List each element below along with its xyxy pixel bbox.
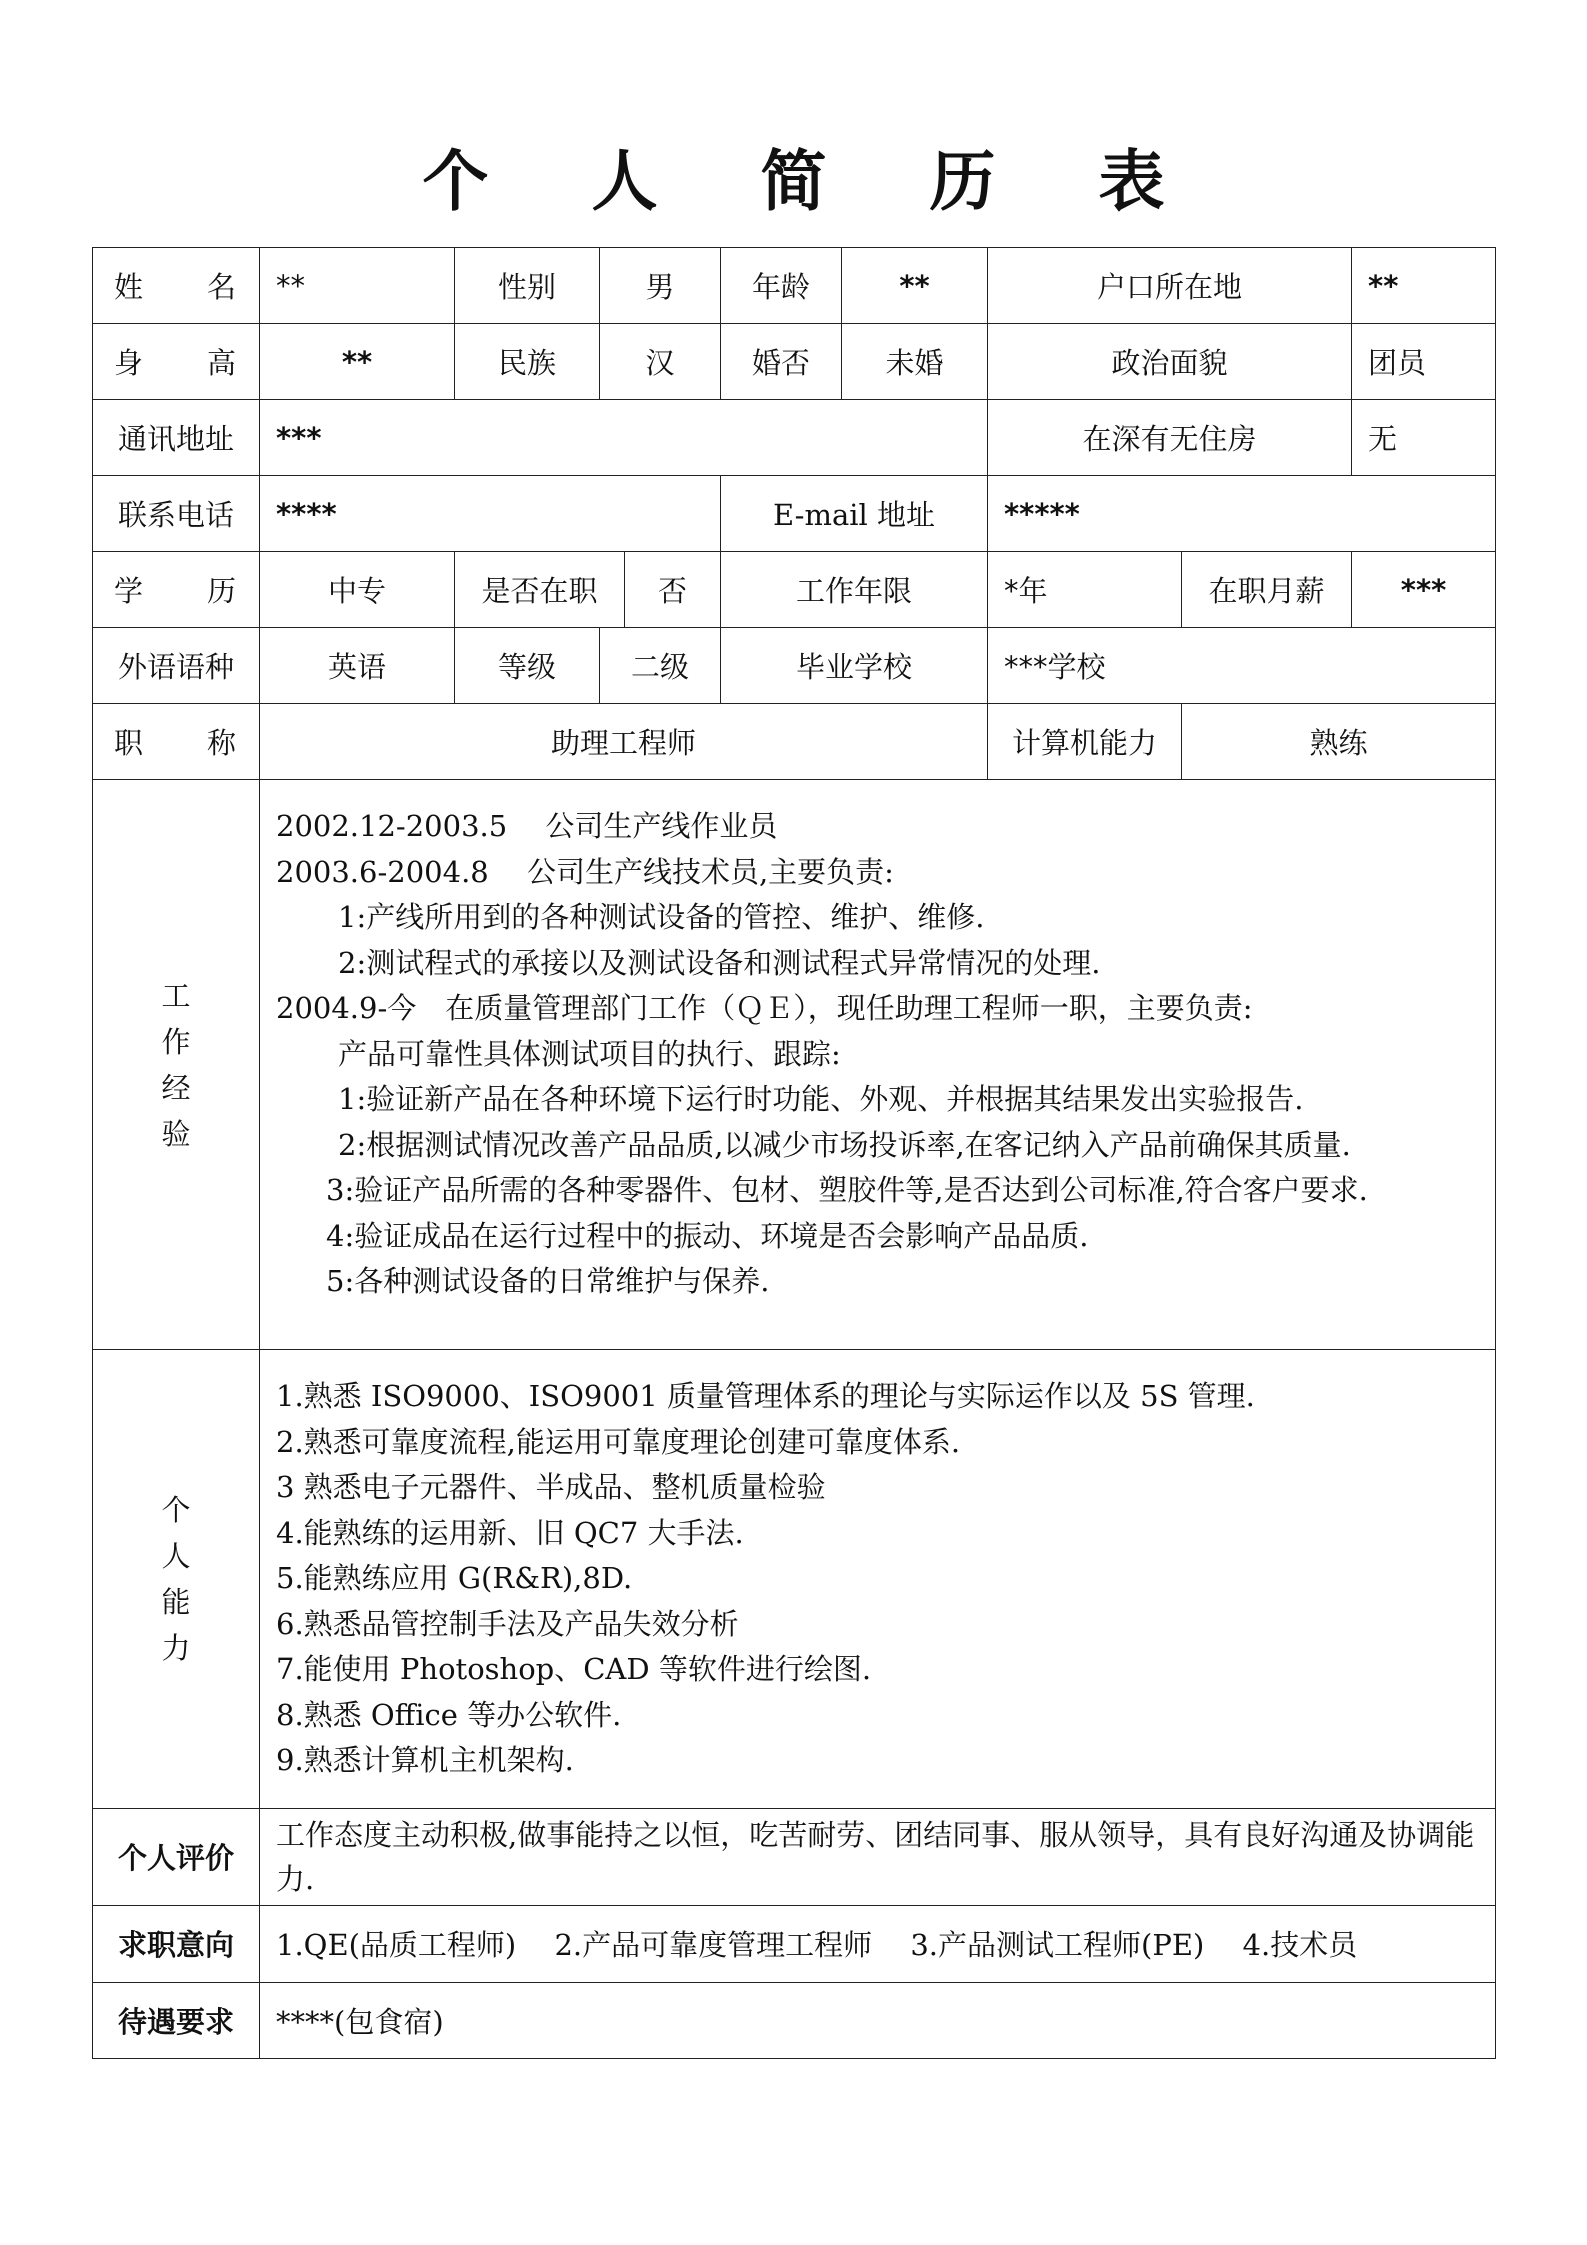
ability-line: 3 熟悉电子元器件、半成品、整机质量检验 (276, 1470, 826, 1504)
row-height (93, 324, 1496, 400)
row-jobtitle (93, 704, 1496, 780)
email-label: E-mail 地址 (721, 476, 988, 552)
ability-line: 6.熟悉品管控制手法及产品失效分析 (276, 1606, 739, 1641)
gender-value: 男 (600, 248, 721, 324)
years-value: *年 (988, 552, 1182, 628)
computer-label: 计算机能力 (988, 704, 1182, 780)
ability-line: 9.熟悉计算机主机架构. (276, 1743, 574, 1777)
ability-line: 7.能使用 Photoshop、CAD 等软件进行绘图. (276, 1652, 872, 1686)
height-value: ** (260, 324, 455, 400)
ability-line: 2.熟悉可靠度流程,能运用可靠度理论创建可靠度体系. (276, 1424, 961, 1459)
row-education (93, 552, 1496, 628)
abilities-content (260, 1350, 1496, 1809)
ability-line: 8.熟悉 Office 等办公软件. (276, 1697, 622, 1732)
row-salary-req (93, 1982, 1496, 2058)
school-label: 毕业学校 (721, 628, 988, 704)
ethnic-value: 汉 (600, 324, 721, 400)
education-label: 学 历 (93, 552, 260, 628)
salary-label: 在职月薪 (1182, 552, 1352, 628)
employed-label: 是否在职 (455, 552, 625, 628)
row-evaluation (93, 1808, 1496, 1905)
row-address (93, 400, 1496, 476)
jobtitle-label: 职 称 (93, 704, 260, 780)
evaluation-label: 个人评价 (93, 1808, 260, 1905)
language-label: 外语语种 (93, 628, 260, 704)
intent-label: 求职意向 (93, 1905, 260, 1982)
experience-line: 2003.6-2004.8 公司生产线技术员,主要负责: (276, 854, 894, 889)
age-value: ** (842, 248, 988, 324)
school-value: ***学校 (988, 628, 1496, 704)
level-label: 等级 (455, 628, 600, 704)
experience-label: 工 作 经 验 (93, 780, 260, 1350)
ability-line: 4.能熟练的运用新、旧 QC7 大手法. (276, 1515, 744, 1550)
experience-line: 2002.12-2003.5 公司生产线作业员 (276, 809, 778, 843)
experience-line: 5:各种测试设备的日常维护与保养. (326, 1264, 770, 1298)
experience-line: 2:根据测试情况改善产品品质,以减少市场投诉率,在客记纳入产品前确保其质量. (338, 1127, 1351, 1162)
language-value: 英语 (260, 628, 455, 704)
row-phone (93, 476, 1496, 552)
salary-value: *** (1352, 552, 1496, 628)
address-label: 通讯地址 (93, 400, 260, 476)
address-value: *** (260, 400, 988, 476)
email-value: ***** (988, 476, 1496, 552)
housing-label: 在深有无住房 (988, 400, 1352, 476)
row-language (93, 628, 1496, 704)
marital-label: 婚否 (721, 324, 842, 400)
level-value: 二级 (600, 628, 721, 704)
salary-req-text: ****(包食宿) (260, 1982, 1496, 2058)
housing-value: 无 (1352, 400, 1496, 476)
row-name (93, 248, 1496, 324)
employed-value: 否 (625, 552, 721, 628)
phone-value: **** (260, 476, 721, 552)
ability-line: 1.熟悉 ISO9000、ISO9001 质量管理体系的理论与实际运作以及 5S 管理. (276, 1379, 1255, 1413)
ability-line: 5.能熟练应用 G(R&R),8D. (276, 1561, 633, 1595)
experience-line: 1:产线所用到的各种测试设备的管控、维护、维修. (338, 900, 985, 934)
political-value: 团员 (1352, 324, 1496, 400)
row-abilities (93, 1350, 1496, 1809)
gender-label: 性别 (455, 248, 600, 324)
marital-value: 未婚 (842, 324, 988, 400)
ethnic-label: 民族 (455, 324, 600, 400)
experience-content (260, 780, 1496, 1350)
experience-line: 产品可靠性具体测试项目的执行、跟踪: (338, 1036, 841, 1071)
experience-line: 1:验证新产品在各种环境下运行时功能、外观、并根据其结果发出实验报告. (338, 1082, 1304, 1116)
education-value: 中专 (260, 552, 455, 628)
name-label: 姓 名 (93, 248, 260, 324)
jobtitle-value: 助理工程师 (260, 704, 988, 780)
experience-line: 4:验证成品在运行过程中的振动、环境是否会影响产品品质. (326, 1218, 1089, 1253)
resume-table (92, 247, 1496, 2059)
phone-label: 联系电话 (93, 476, 260, 552)
page-title: 个 人 简 历 表 (422, 143, 1205, 220)
age-label: 年龄 (721, 248, 842, 324)
experience-line: 2004.9-今 在质量管理部门工作（ＱＥ），现任助理工程师一职，主要负责: (276, 991, 1253, 1025)
height-label: 身 高 (93, 324, 260, 400)
row-experience (93, 780, 1496, 1350)
hukou-value: ** (1352, 248, 1496, 324)
political-label: 政治面貌 (988, 324, 1352, 400)
row-intent (93, 1905, 1496, 1982)
experience-line: 3:验证产品所需的各种零器件、包材、塑胶件等,是否达到公司标准,符合客户要求. (326, 1173, 1368, 1207)
computer-value: 熟练 (1182, 704, 1496, 780)
evaluation-text: 工作态度主动积极,做事能持之以恒，吃苦耐劳、团结同事、服从领导，具有良好沟通及协调能力. (260, 1808, 1496, 1905)
salary-req-label: 待遇要求 (93, 1982, 260, 2058)
intent-text: 1.QE(品质工程师) 2.产品可靠度管理工程师 3.产品测试工程师(PE) 4.技术员 (260, 1905, 1496, 1982)
years-label: 工作年限 (721, 552, 988, 628)
abilities-label: 个 人 能 力 (93, 1350, 260, 1809)
experience-line: 2:测试程式的承接以及测试设备和测试程式异常情况的处理. (338, 945, 1101, 980)
name-value: ** (260, 248, 455, 324)
hukou-label: 户口所在地 (988, 248, 1352, 324)
